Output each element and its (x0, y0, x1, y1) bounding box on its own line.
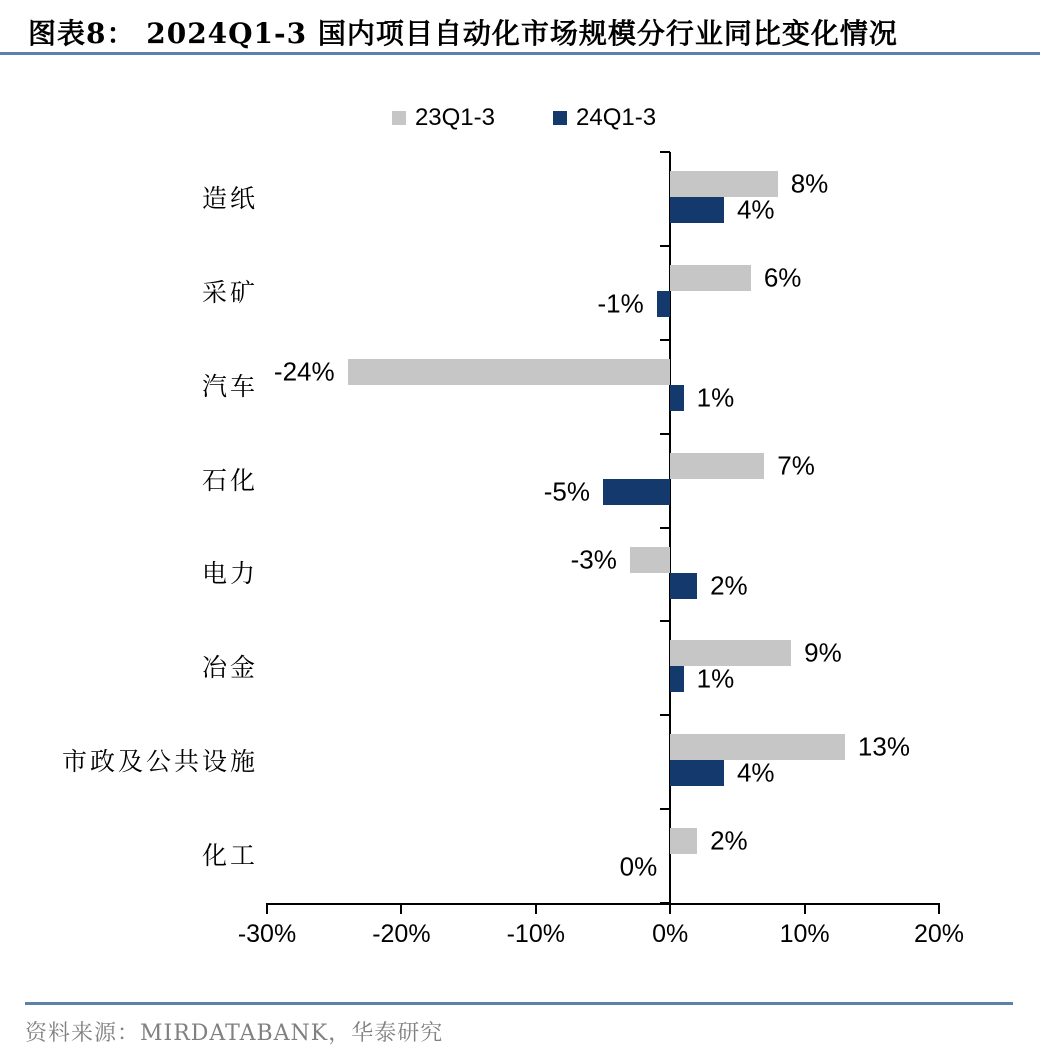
value-label: 6% (763, 262, 802, 293)
category-label: 市政及公共设施 (61, 747, 258, 777)
bar-23q1-3-6 (670, 640, 791, 666)
x-axis-tick (266, 903, 268, 914)
value-label: 4% (736, 757, 775, 788)
bar-23q1-3-5 (630, 547, 670, 573)
x-axis-tick-label: 20% (913, 920, 965, 948)
category-label: 汽车 (201, 371, 258, 401)
x-axis-tick (938, 903, 940, 914)
value-label: 1% (696, 382, 735, 413)
bar-24q1-3-3 (670, 385, 683, 411)
value-label: 8% (790, 168, 829, 199)
x-axis-tick (669, 903, 671, 914)
y-axis-tick (660, 714, 670, 716)
value-label: -5% (543, 476, 590, 507)
bar-23q1-3-3 (348, 359, 671, 385)
x-axis-tick (804, 903, 806, 914)
footer-source: 资料来源：MIRDATABANK，华泰研究 (25, 1021, 444, 1046)
bar-23q1-3-4 (670, 453, 764, 479)
bar-24q1-3-5 (670, 573, 697, 599)
category-label: 采矿 (201, 277, 258, 307)
y-axis-tick (660, 527, 670, 529)
page-title: 图表8： 2024Q1-3 国内项目自动化市场规模分行业同比变化情况 (28, 17, 898, 50)
value-label: 0% (619, 851, 658, 882)
y-axis-tick (660, 433, 670, 435)
bar-24q1-3-2 (657, 291, 670, 317)
x-axis-tick-label: -10% (506, 920, 565, 948)
value-label: 9% (804, 637, 842, 668)
x-axis-tick-label: 10% (779, 920, 830, 948)
legend-label: 23Q1-3 (414, 104, 495, 131)
x-axis-tick-label: -20% (372, 920, 431, 948)
value-label: 13% (857, 731, 910, 762)
footer-divider (25, 1002, 1013, 1005)
category-label: 冶金 (201, 653, 258, 683)
y-axis-tick (660, 245, 670, 247)
value-label: -3% (570, 544, 617, 574)
x-axis-tick (535, 903, 537, 914)
legend-label: 24Q1-3 (576, 104, 657, 131)
category-label: 造纸 (201, 183, 258, 213)
y-axis-tick (660, 620, 670, 622)
x-axis-tick-label: 0% (652, 920, 689, 948)
category-label: 化工 (201, 841, 258, 871)
bar-23q1-3-2 (670, 265, 751, 291)
bar-24q1-3-1 (670, 197, 724, 223)
bar-23q1-3-7 (670, 734, 845, 760)
bar-23q1-3-8 (670, 828, 697, 854)
bar-24q1-3-6 (670, 666, 683, 692)
value-label: 2% (710, 570, 748, 600)
x-axis-line (266, 903, 940, 905)
bar-23q1-3-1 (670, 171, 778, 197)
bar-24q1-3-4 (603, 479, 670, 505)
bar-24q1-3-7 (670, 760, 724, 786)
value-label: 4% (736, 194, 775, 225)
value-label: 2% (710, 825, 748, 856)
x-axis-tick-label: -30% (237, 920, 297, 948)
value-label: 1% (696, 663, 735, 694)
value-label: -24% (273, 356, 335, 387)
category-label: 电力 (201, 559, 258, 589)
value-label: 7% (777, 450, 815, 481)
x-axis-tick (400, 903, 402, 914)
y-axis-tick (660, 339, 670, 341)
y-axis-tick (660, 808, 670, 810)
y-axis-tick (660, 151, 670, 153)
category-label: 石化 (201, 465, 258, 495)
value-label: -1% (597, 288, 644, 319)
